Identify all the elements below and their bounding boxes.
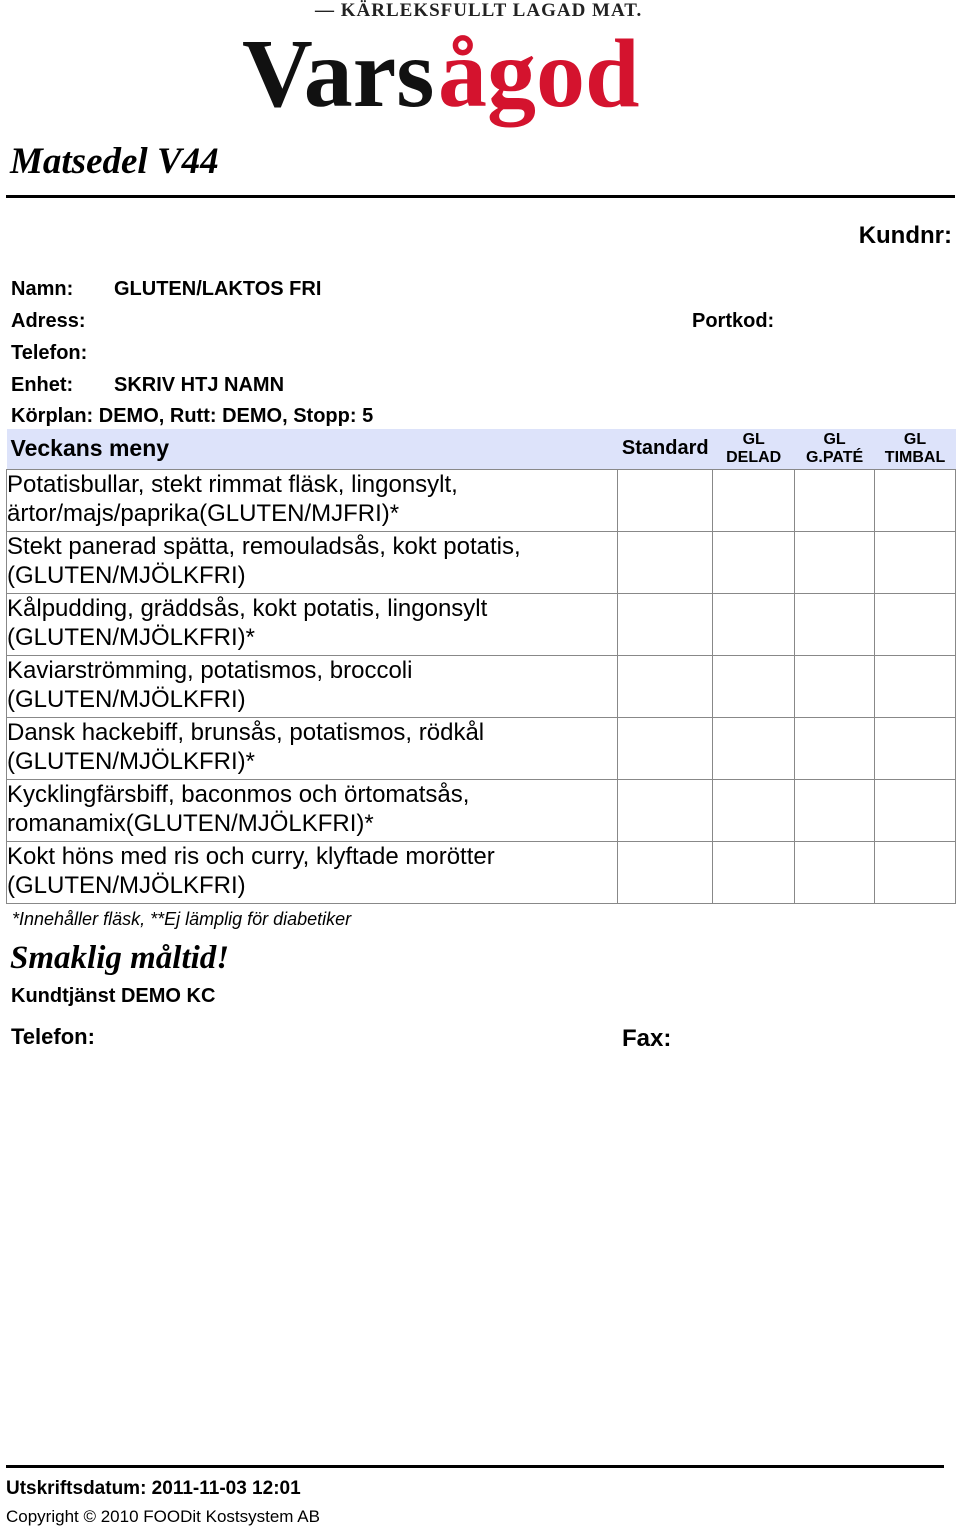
logo-word-red: ågod [438, 20, 640, 128]
order-cell-standard[interactable] [618, 531, 713, 593]
dish-row [7, 779, 956, 841]
order-cell-gl-gpate[interactable] [795, 655, 875, 717]
menu-header-title: Veckans meny [10, 435, 170, 462]
print-date: Utskriftsdatum: 2011-11-03 12:01 [6, 1478, 301, 1499]
dish-row [7, 655, 956, 717]
order-cell-gl-gpate[interactable] [795, 717, 875, 779]
footer-fax-label: Fax: [622, 1025, 672, 1052]
dish-name: Kålpudding, gräddsås, kokt potatis, lingonsylt (GLUTEN/MJÖLKFRI)* [7, 593, 618, 655]
footer-divider [6, 1465, 944, 1468]
order-cell-gl-delad[interactable] [713, 655, 795, 717]
header-divider [6, 195, 955, 198]
dish-name: Stekt panerad spätta, remouladsås, kokt potatis, (GLUTEN/MJÖLKFRI) [7, 531, 618, 593]
menu-table [6, 429, 956, 904]
menu-header-row [7, 429, 956, 469]
order-cell-gl-delad[interactable] [713, 469, 795, 531]
dish-name: Kycklingfärsbiff, baconmos och örtomatsås, romanamix(GLUTEN/MJÖLKFRI)* [7, 779, 618, 841]
order-cell-gl-gpate[interactable] [795, 593, 875, 655]
dish-name: Dansk hackebiff, brunsås, potatismos, rödkål (GLUTEN/MJÖLKFRI)* [7, 717, 618, 779]
order-cell-standard[interactable] [618, 779, 713, 841]
logo-word-dark: Vars [242, 20, 435, 128]
order-cell-standard[interactable] [618, 593, 713, 655]
order-cell-gl-gpate[interactable] [795, 779, 875, 841]
smaklig-heading: Smaklig måltid! [10, 940, 230, 976]
copyright: Copyright © 2010 FOODit Kostsystem AB [6, 1507, 320, 1526]
dish-name: Kokt höns med ris och curry, klyftade morötter (GLUTEN/MJÖLKFRI) [7, 841, 618, 903]
order-cell-gl-delad[interactable] [713, 531, 795, 593]
order-cell-standard[interactable] [618, 717, 713, 779]
col-gl-timbal: GL TIMBAL [884, 430, 946, 466]
enhet-label: Enhet: [11, 374, 74, 396]
dish-row [7, 717, 956, 779]
korplan-line: Körplan: DEMO, Rutt: DEMO, Stopp: 5 [11, 405, 374, 427]
order-cell-gl-timbal[interactable] [875, 655, 956, 717]
dish-name: Potatisbullar, stekt rimmat fläsk, lingonsylt, ärtor/majs/paprika(GLUTEN/MJFRI)* [7, 469, 618, 531]
col-standard: Standard [621, 437, 709, 460]
order-cell-gl-delad[interactable] [713, 841, 795, 903]
order-cell-gl-timbal[interactable] [875, 531, 956, 593]
dish-row [7, 593, 956, 655]
footer-telefon-label: Telefon: [11, 1024, 95, 1049]
col-gl-delad: GL DELAD [726, 430, 782, 466]
dish-row [7, 531, 956, 593]
order-cell-gl-delad[interactable] [713, 593, 795, 655]
order-cell-gl-timbal[interactable] [875, 779, 956, 841]
order-cell-gl-delad[interactable] [713, 779, 795, 841]
order-cell-gl-gpate[interactable] [795, 469, 875, 531]
kundnr-label: Kundnr: [858, 222, 952, 249]
col-gl-gpate: GL G.PATÉ [805, 430, 864, 466]
dish-name: Kaviarströmming, potatismos, broccoli (GLUTEN/MJÖLKFRI) [7, 655, 618, 717]
order-cell-gl-gpate[interactable] [795, 841, 875, 903]
order-cell-gl-timbal[interactable] [875, 593, 956, 655]
order-cell-gl-timbal[interactable] [875, 841, 956, 903]
order-cell-gl-timbal[interactable] [875, 717, 956, 779]
order-cell-gl-gpate[interactable] [795, 531, 875, 593]
order-cell-standard[interactable] [618, 469, 713, 531]
varsagod-logo [240, 18, 690, 138]
adress-label: Adress: [11, 310, 86, 332]
enhet-value: SKRIV HTJ NAMN [114, 374, 285, 396]
order-cell-standard[interactable] [618, 655, 713, 717]
portkod-label: Portkod: [692, 310, 775, 332]
telefon-label: Telefon: [11, 342, 88, 364]
footnote: *Innehåller fläsk, **Ej lämplig för diabetiker [12, 909, 352, 929]
order-cell-gl-timbal[interactable] [875, 469, 956, 531]
kundtjanst-label: Kundtjänst DEMO KC [11, 985, 216, 1007]
page-title: Matsedel V44 [10, 141, 219, 182]
namn-label: Namn: [11, 278, 74, 300]
order-cell-gl-delad[interactable] [713, 717, 795, 779]
order-cell-standard[interactable] [618, 841, 713, 903]
namn-value: GLUTEN/LAKTOS FRI [114, 278, 322, 300]
dish-row [7, 841, 956, 903]
dish-row [7, 469, 956, 531]
logo-tagline: — KÄRLEKSFULLT LAGAD MAT. [315, 0, 643, 21]
